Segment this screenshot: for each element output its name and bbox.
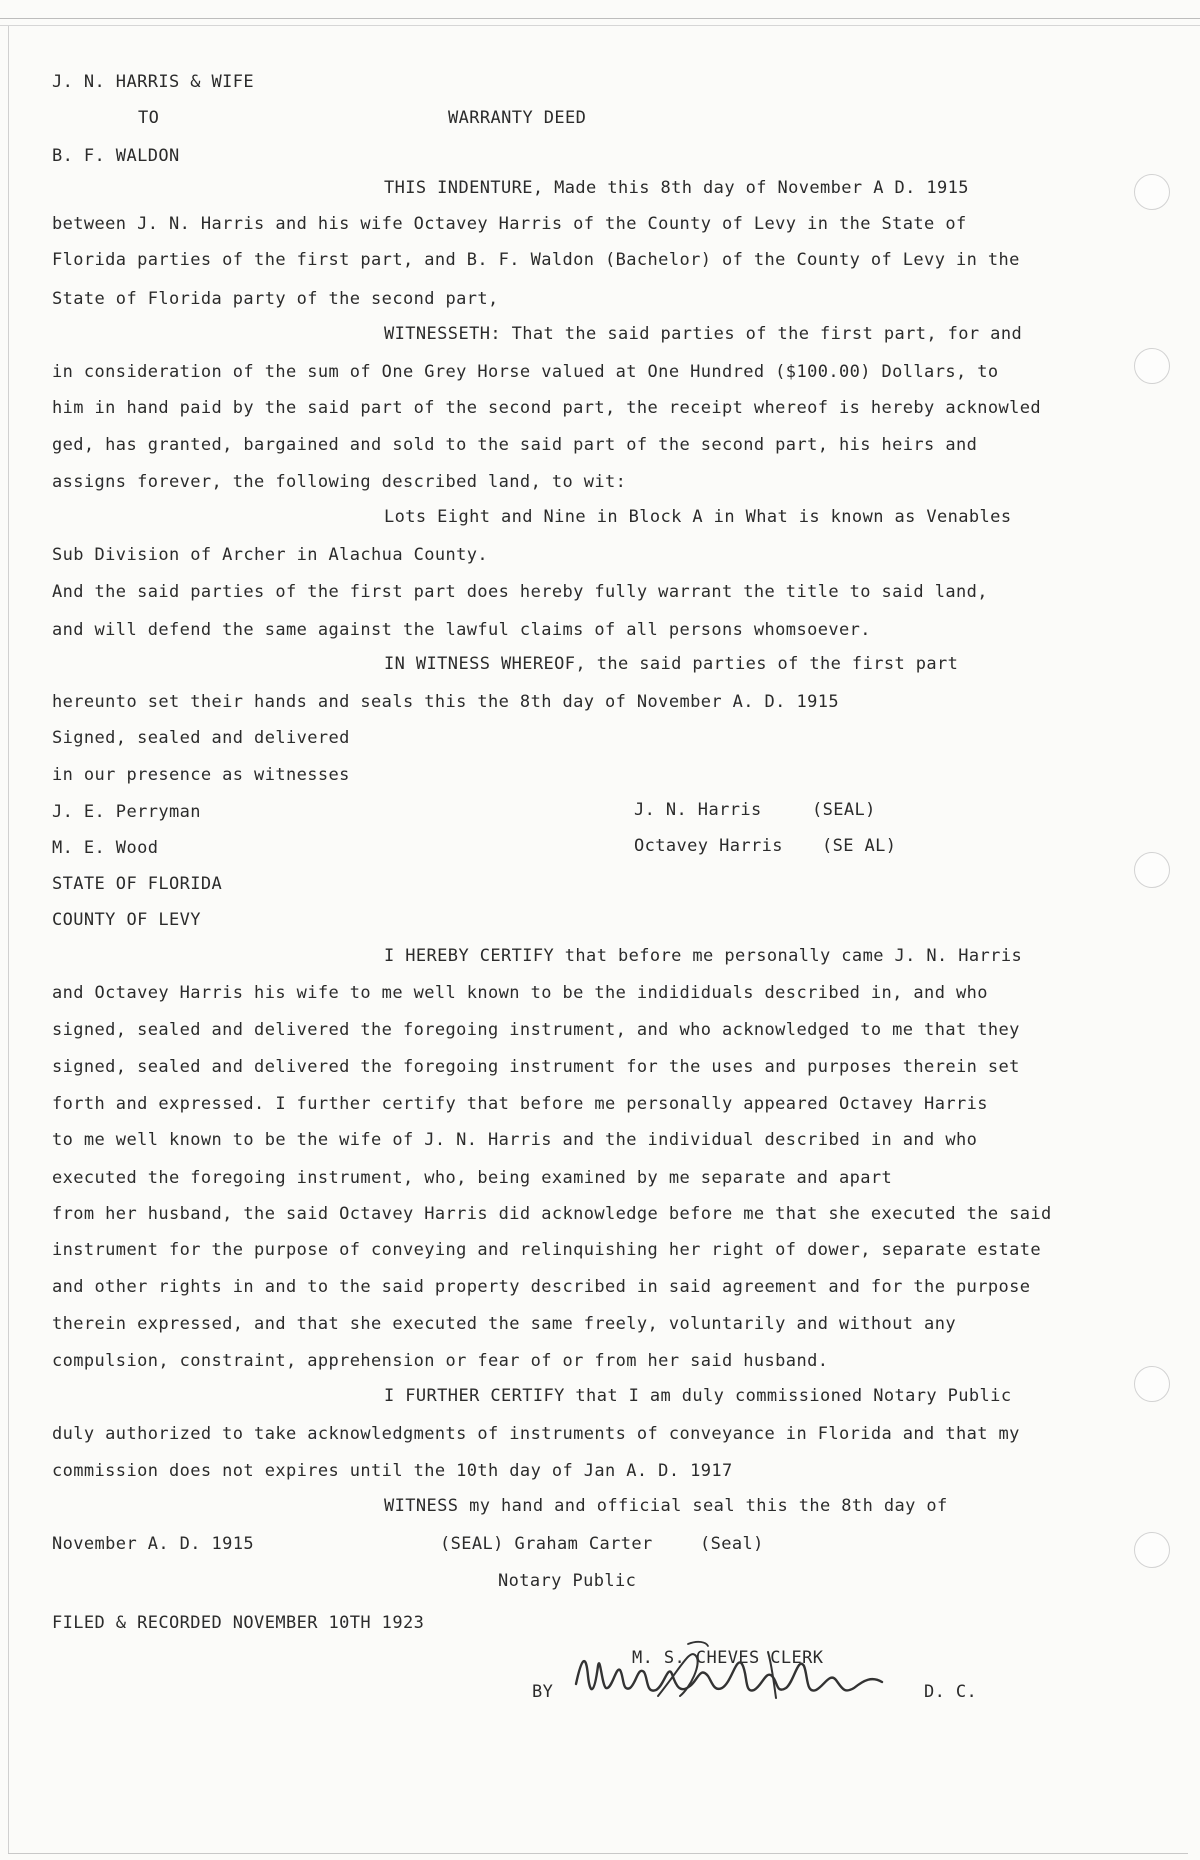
- certificate-line: to me well known to be the wife of J. N. Harris and the individual described in and who: [52, 1130, 978, 1150]
- certificate-line: executed the foregoing instrument, who, being examined by me separate and apart: [52, 1168, 893, 1188]
- body-line: WITNESSETH: That the said parties of the first part, for and: [384, 324, 1023, 344]
- body-line: ged, has granted, bargained and sold to the said part of the second part, his heirs and: [52, 435, 978, 455]
- certificate-line: I HEREBY CERTIFY that before me personally came J. N. Harris: [384, 946, 1023, 966]
- signer-seal: (SE AL): [822, 836, 897, 856]
- signer-name: J. N. Harris: [634, 800, 762, 820]
- certificate-line: signed, sealed and delivered the foregoing instrument for the uses and purposes therein set: [52, 1057, 1020, 1077]
- venue-state: STATE OF FLORIDA: [52, 874, 223, 894]
- body-line: Florida parties of the first part, and B. F. Waldon (Bachelor) of the County of Levy in the: [52, 250, 1020, 270]
- certificate-line: and Octavey Harris his wife to me well known to be the indididuals described in, and who: [52, 983, 988, 1003]
- certificate-line: forth and expressed. I further certify that before me personally appeared Octavey Harris: [52, 1094, 988, 1114]
- witness-name: J. E. Perryman: [52, 802, 201, 822]
- certificate-line: from her husband, the said Octavey Harris did acknowledge before me that she executed the said: [52, 1204, 1052, 1224]
- certificate-line: and other rights in and to the said property described in said agreement and for the purpose: [52, 1277, 1031, 1297]
- bottom-rule: [8, 1853, 1188, 1854]
- top-rule: [0, 18, 1200, 26]
- certificate-line: I FURTHER CERTIFY that I am duly commissioned Notary Public: [384, 1386, 1012, 1406]
- binder-hole: [1134, 1366, 1170, 1402]
- notary-title: Notary Public: [498, 1571, 637, 1591]
- land-description: Lots Eight and Nine in Block A in What is known as Venables: [384, 507, 1012, 527]
- body-line: and will defend the same against the lawful claims of all persons whomsoever.: [52, 620, 871, 640]
- binder-hole: [1134, 1532, 1170, 1568]
- certificate-line: WITNESS my hand and official seal this the 8th day of: [384, 1496, 948, 1516]
- venue-county: COUNTY OF LEVY: [52, 910, 201, 930]
- land-description: Sub Division of Archer in Alachua County.: [52, 545, 489, 565]
- body-line: in consideration of the sum of One Grey Horse valued at One Hundred ($100.00) Dollars, to: [52, 362, 999, 382]
- body-line: him in hand paid by the said part of the second part, the receipt whereof is hereby acknowled: [52, 398, 1042, 418]
- clerk-name: M. S. CHEVES CLERK: [632, 1648, 824, 1668]
- notary-date: November A. D. 1915: [52, 1534, 255, 1554]
- body-line: IN WITNESS WHEREOF, the said parties of the first part: [384, 654, 959, 674]
- binder-hole: [1134, 852, 1170, 888]
- body-line: And the said parties of the first part does hereby fully warrant the title to said land,: [52, 582, 988, 602]
- handwritten-signature: [572, 1636, 902, 1712]
- witness-name: M. E. Wood: [52, 838, 159, 858]
- by-label: BY: [532, 1682, 554, 1702]
- body-line: in our presence as witnesses: [52, 765, 350, 785]
- certificate-line: therein expressed, and that she executed the same freely, voluntarily and without any: [52, 1314, 956, 1334]
- left-edge: [8, 26, 9, 1854]
- notary-seal-right: (Seal): [700, 1534, 764, 1554]
- signer-name: Octavey Harris: [634, 836, 783, 856]
- body-line: State of Florida party of the second part,: [52, 289, 499, 309]
- grantee-heading: B. F. WALDON: [52, 146, 180, 166]
- body-line: between J. N. Harris and his wife Octavey Harris of the County of Levy in the State of: [52, 214, 967, 234]
- body-line: Signed, sealed and delivered: [52, 728, 350, 748]
- body-line: hereunto set their hands and seals this the 8th day of November A. D. 1915: [52, 692, 839, 712]
- notary-seal-name: (SEAL) Graham Carter: [440, 1534, 653, 1554]
- body-line: THIS INDENTURE, Made this 8th day of November A D. 1915: [384, 178, 969, 198]
- binder-hole: [1134, 348, 1170, 384]
- document-title: WARRANTY DEED: [448, 108, 587, 128]
- certificate-line: instrument for the purpose of conveying and relinquishing her right of dower, separate estate: [52, 1240, 1042, 1260]
- deputy-clerk-label: D. C.: [924, 1682, 978, 1702]
- to-word: TO: [138, 108, 160, 128]
- binder-hole: [1134, 174, 1170, 210]
- filed-recorded: FILED & RECORDED NOVEMBER 10TH 1923: [52, 1613, 425, 1633]
- signer-seal: (SEAL): [812, 800, 876, 820]
- certificate-line: commission does not expires until the 10th day of Jan A. D. 1917: [52, 1461, 733, 1481]
- body-line: assigns forever, the following described land, to wit:: [52, 472, 627, 492]
- parties-heading: J. N. HARRIS & WIFE: [52, 72, 255, 92]
- certificate-line: signed, sealed and delivered the foregoing instrument, and who acknowledged to me that they: [52, 1020, 1020, 1040]
- certificate-line: compulsion, constraint, apprehension or fear of or from her said husband.: [52, 1351, 829, 1371]
- certificate-line: duly authorized to take acknowledgments of instruments of conveyance in Florida and that my: [52, 1424, 1020, 1444]
